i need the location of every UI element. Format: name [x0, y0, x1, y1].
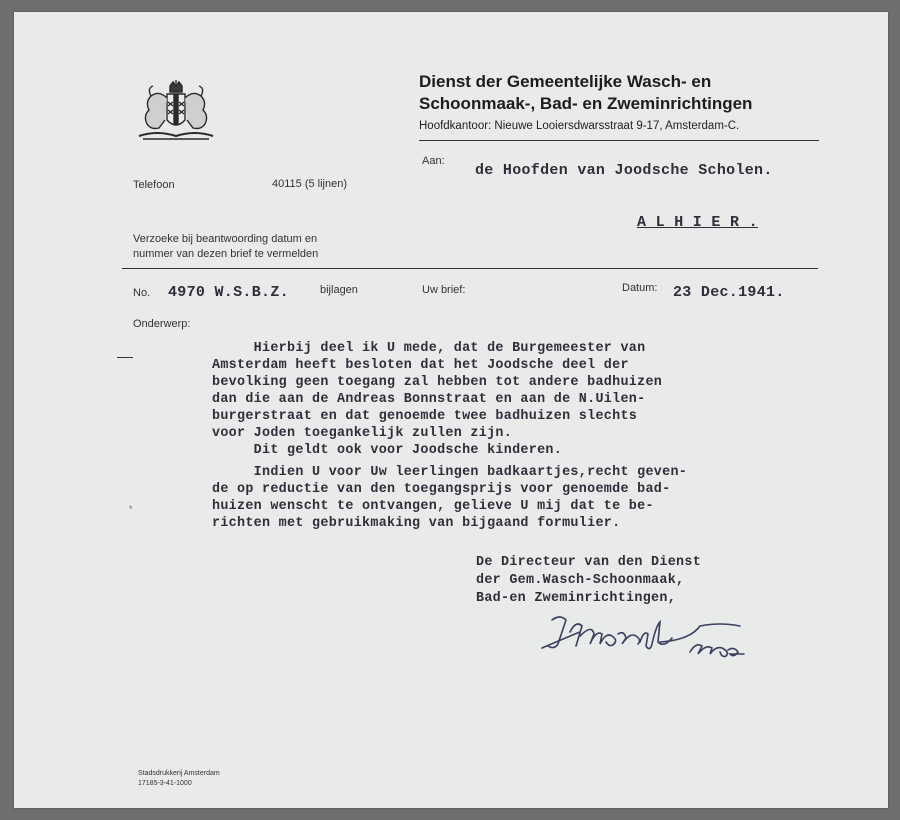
paper-spot: *: [129, 504, 133, 514]
header-divider: [419, 140, 819, 141]
closing-line3: Bad-en Zweminrichtingen,: [476, 591, 677, 606]
printer-code: 17185-3-41-1000: [138, 780, 192, 787]
reply-notice-line2: nummer van dezen brief te vermelden: [133, 248, 319, 260]
aan-label: Aan:: [422, 155, 445, 167]
closing-line2: der Gem.Wasch-Schoonmaak,: [476, 573, 685, 588]
margin-dash: [117, 357, 133, 358]
body-line: dan die aan de Andreas Bonnstraat en aan de N.Uilen-: [212, 392, 646, 407]
body-line: bevolking geen toegang zal hebben tot andere badhuizen: [212, 375, 663, 390]
printer-imprint: Stadsdrukkerij Amsterdam: [138, 770, 220, 777]
body-line: Dit geldt ook voor Joodsche kinderen.: [212, 443, 563, 458]
body-line: huizen wenscht te ontvangen, gelieve U mij dat te be-: [212, 499, 654, 514]
body-line: Hierbij deel ik U mede, dat de Burgemeester van: [212, 341, 646, 356]
body-line: burgerstraat en dat genoemde twee badhuizen slechts: [212, 409, 638, 424]
telefoon-value: 40115 (5 lijnen): [272, 178, 348, 190]
recipient-line: de Hoofden van Joodsche Scholen.: [475, 162, 773, 179]
onderwerp-label: Onderwerp:: [133, 318, 191, 330]
director-signature: [540, 612, 765, 662]
reply-notice-line1: Verzoeke bij beantwoording datum en: [133, 233, 318, 245]
reference-number: 4970 W.S.B.Z.: [168, 284, 289, 301]
organization-name-line2: Schoonmaak-, Bad- en Zweminrichtingen: [419, 94, 753, 113]
closing-line1: De Directeur van den Dienst: [476, 555, 702, 570]
no-label: No.: [133, 287, 151, 299]
amsterdam-coat-of-arms-icon: [137, 80, 215, 142]
body-line: Amsterdam heeft besloten dat het Joodsche deel der: [212, 358, 629, 373]
datum-label: Datum:: [622, 282, 658, 294]
body-line: Indien U voor Uw leerlingen badkaartjes,recht geven-: [212, 465, 688, 480]
meta-divider: [122, 268, 818, 269]
body-line: de op reductie van den toegangsprijs voor genoemde bad-: [212, 482, 671, 497]
bijlagen-label: bijlagen: [320, 284, 358, 296]
organization-name-line1: Dienst der Gemeentelijke Wasch- en: [419, 72, 712, 91]
recipient-alhier: A L H I E R .: [637, 214, 758, 231]
body-line: voor Joden toegankelijk zullen zijn.: [212, 426, 513, 441]
head-office-address: Hoofdkantoor: Nieuwe Looiersdwarsstraat 9-17, Amsterdam-C.: [419, 120, 740, 132]
uw-brief-label: Uw brief:: [422, 284, 466, 296]
letter-date: 23 Dec.1941.: [673, 284, 785, 301]
telefoon-label: Telefoon: [133, 179, 175, 191]
body-line: richten met gebruikmaking van bijgaand formulier.: [212, 516, 621, 531]
